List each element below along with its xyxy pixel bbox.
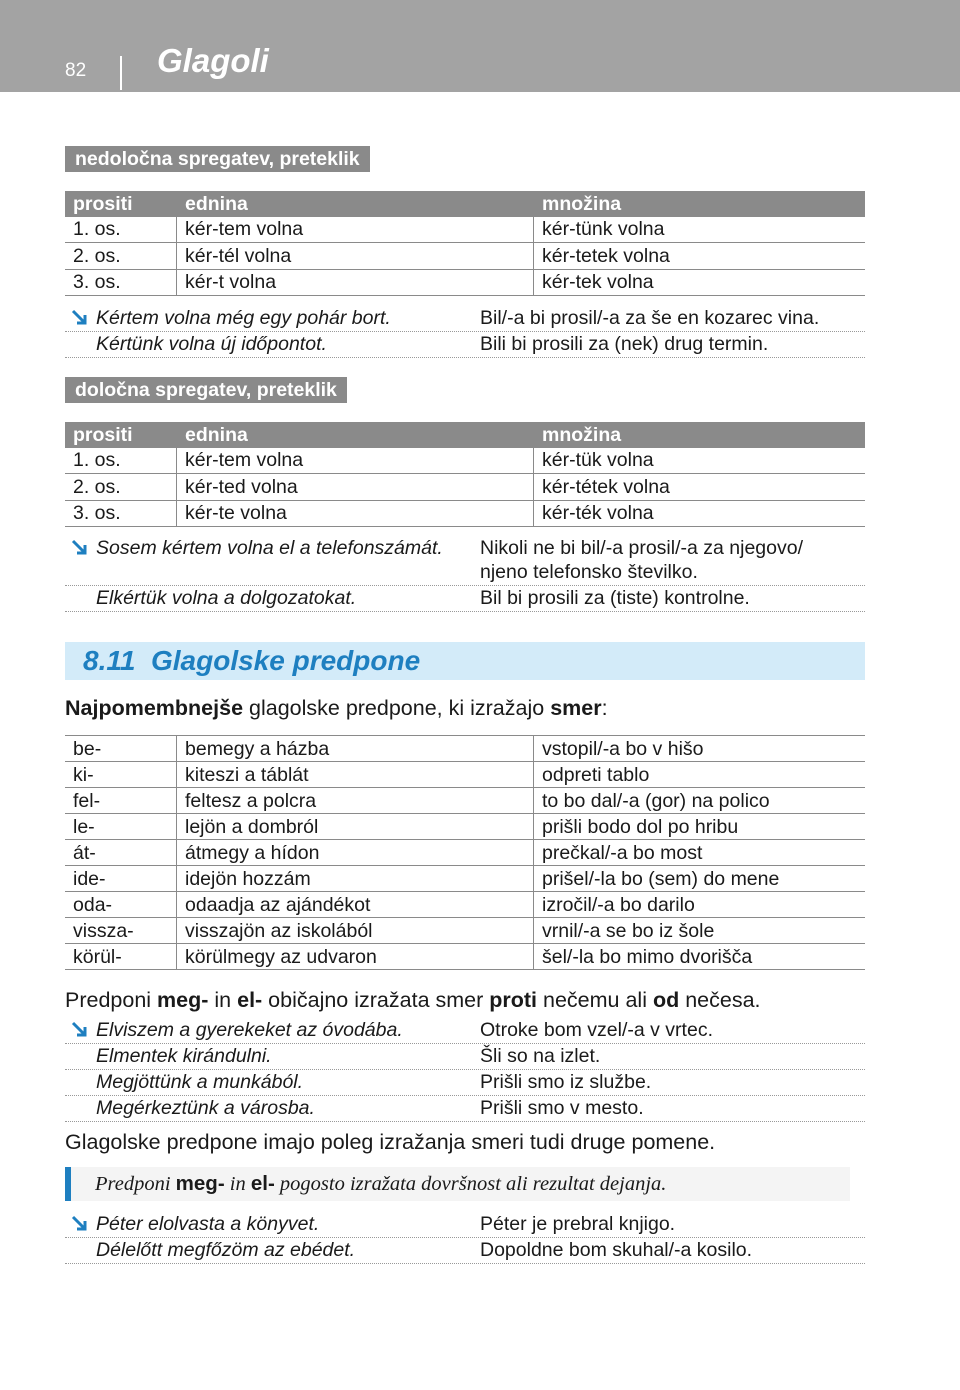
table-row (65, 918, 865, 944)
slovene-translation: Prišli smo v mesto. (480, 1097, 644, 1119)
table-row (65, 762, 865, 788)
example-row (65, 306, 865, 332)
rule-callout (65, 1167, 850, 1201)
arrow-icon (70, 308, 90, 328)
hungarian-cell: feltesz a polcra (177, 788, 534, 814)
hungarian-cell: visszajön az iskolából (177, 918, 534, 944)
hungarian-example: Sosem kértem volna el a telefonszámát. (96, 537, 443, 559)
slovene-translation: Šli so na izlet. (480, 1045, 601, 1067)
arrow-icon (70, 1214, 90, 1234)
header-divider (120, 56, 122, 90)
singular-cell: kér-t volna (177, 269, 534, 296)
example-row (65, 1018, 865, 1044)
slovene-cell: izročil/-a bo darilo (534, 892, 866, 918)
table-row (65, 788, 865, 814)
intro-text: : (601, 696, 608, 720)
table-row (65, 243, 865, 270)
slovene-translation: Bili bi prosili za (nek) drug termin. (480, 333, 769, 355)
hungarian-example: Megjöttünk a munkából. (96, 1071, 304, 1093)
column-header: ednina (177, 422, 534, 448)
plural-cell: kér-tünk volna (534, 217, 866, 243)
singular-cell: kér-te volna (177, 500, 534, 527)
table-row (65, 840, 865, 866)
callout-text: Predponi meg- in el- pogosto izražata dovršnost ali rezultat dejanja. (95, 1172, 667, 1195)
section-name: Glagolske predpone (150, 645, 421, 676)
singular-cell: kér-tél volna (177, 243, 534, 270)
arrow-icon (70, 538, 90, 558)
hungarian-example: Kértünk volna új időpontot. (96, 333, 327, 355)
definite-label: določna spregatev, preteklik (65, 377, 347, 403)
slovene-translation: Péter je prebral knjigo. (480, 1213, 676, 1235)
column-header: množina (534, 422, 866, 448)
table-header-row (65, 422, 865, 448)
column-header: prositi (65, 191, 177, 217)
indefinite-label: nedoločna spregatev, preteklik (65, 146, 370, 172)
hungarian-example: Elmentek kirándulni. (96, 1045, 272, 1067)
indefinite-examples (65, 306, 865, 358)
table-row (65, 269, 865, 296)
page-header (0, 0, 960, 92)
slovene-translation-cont: njeno telefonsko številko. (480, 561, 698, 583)
section-number: 8.11 (83, 645, 136, 676)
prefix-table (65, 735, 865, 970)
singular-cell: kér-tem volna (177, 448, 534, 474)
table-row (65, 814, 865, 840)
prefix-cell: oda- (65, 892, 177, 918)
prefix-cell: be- (65, 736, 177, 762)
slovene-translation: Bil/-a bi prosil/-a za še en kozarec vina. (480, 307, 820, 329)
column-header: ednina (177, 191, 534, 217)
slovene-translation: Dopoldne bom skuhal/-a kosilo. (480, 1239, 753, 1261)
hungarian-example: Péter elolvasta a könyvet. (96, 1213, 320, 1235)
slovene-cell: vstopil/-a bo v hišo (534, 736, 866, 762)
example-row (65, 1070, 865, 1096)
hungarian-cell: átmegy a hídon (177, 840, 534, 866)
plural-cell: kér-tétek volna (534, 474, 866, 501)
prefix-cell: vissza- (65, 918, 177, 944)
person-cell: 3. os. (65, 269, 177, 296)
prefix-cell: ki- (65, 762, 177, 788)
hungarian-cell: kiteszi a táblát (177, 762, 534, 788)
hungarian-example: Kértem volna még egy pohár bort. (96, 307, 391, 329)
person-cell: 2. os. (65, 474, 177, 501)
table-row (65, 500, 865, 527)
slovene-cell: šel/-la bo mimo dvorišča (534, 944, 866, 970)
hungarian-example: Megérkeztünk a városba. (96, 1097, 315, 1119)
example-row (65, 1044, 865, 1070)
table-row (65, 866, 865, 892)
slovene-translation: Otroke bom vzel/-a v vrtec. (480, 1019, 713, 1041)
perfective-examples (65, 1212, 865, 1264)
intro-bold: Najpomembnejše (65, 696, 244, 720)
intro-paragraph (65, 695, 608, 721)
intro-text: glagolske predpone, ki izražajo (243, 696, 551, 720)
hungarian-cell: bemegy a házba (177, 736, 534, 762)
plural-cell: kér-ték volna (534, 500, 866, 527)
meg-el-paragraph: Predponi meg- in el- običajno izražata smer proti nečemu ali od nečesa. (65, 988, 761, 1012)
slovene-translation: Bil bi prosili za (tiste) kontrolne. (480, 587, 750, 609)
singular-cell: kér-tem volna (177, 217, 534, 243)
example-row (65, 586, 865, 612)
prefix-cell: ide- (65, 866, 177, 892)
hungarian-example: Délelőtt megfőzöm az ebédet. (96, 1239, 356, 1261)
example-row (65, 1238, 865, 1264)
prefix-cell: körül- (65, 944, 177, 970)
slovene-cell: odpreti tablo (534, 762, 866, 788)
chapter-title: Glagoli (157, 42, 269, 79)
direction-examples (65, 1018, 865, 1122)
singular-cell: kér-ted volna (177, 474, 534, 501)
table-header-row (65, 191, 865, 217)
person-cell: 1. os. (65, 217, 177, 243)
hungarian-cell: odaadja az ajándékot (177, 892, 534, 918)
plural-cell: kér-tük volna (534, 448, 866, 474)
example-row (65, 536, 865, 586)
hungarian-example: Elviszem a gyerekeket az óvodába. (96, 1019, 403, 1041)
page-number: 82 (65, 60, 87, 81)
slovene-translation: Prišli smo iz službe. (480, 1071, 652, 1093)
indefinite-table (65, 191, 865, 296)
column-header: množina (534, 191, 866, 217)
hungarian-cell: lejön a dombról (177, 814, 534, 840)
arrow-icon (70, 1020, 90, 1040)
slovene-cell: vrnil/-a se bo iz šole (534, 918, 866, 944)
slovene-cell: to bo dal/-a (gor) na polico (534, 788, 866, 814)
table-row (65, 944, 865, 970)
prefix-cell: le- (65, 814, 177, 840)
definite-examples (65, 536, 865, 612)
prefix-cell: át- (65, 840, 177, 866)
hungarian-cell: idejön hozzám (177, 866, 534, 892)
other-meanings-paragraph: Glagolske predpone imajo poleg izražanja smeri tudi druge pomene. (65, 1130, 716, 1154)
table-row (65, 217, 865, 243)
slovene-cell: prišel/-la bo (sem) do mene (534, 866, 866, 892)
definite-table (65, 422, 865, 527)
person-cell: 3. os. (65, 500, 177, 527)
prefix-cell: fel- (65, 788, 177, 814)
hungarian-example: Elkértük volna a dolgozatokat. (96, 587, 357, 609)
hungarian-cell: körülmegy az udvaron (177, 944, 534, 970)
intro-bold: smer (550, 696, 602, 720)
slovene-cell: prečkal/-a bo most (534, 840, 866, 866)
column-header: prositi (65, 422, 177, 448)
table-row (65, 448, 865, 474)
example-row (65, 1096, 865, 1122)
plural-cell: kér-tek volna (534, 269, 866, 296)
section-title (83, 642, 420, 680)
example-row (65, 1212, 865, 1238)
section-heading (65, 642, 865, 680)
person-cell: 1. os. (65, 448, 177, 474)
slovene-translation: Nikoli ne bi bil/-a prosil/-a za njegovo/ (480, 537, 803, 559)
plural-cell: kér-tetek volna (534, 243, 866, 270)
table-row (65, 474, 865, 501)
table-row (65, 736, 865, 762)
example-row (65, 332, 865, 358)
person-cell: 2. os. (65, 243, 177, 270)
slovene-cell: prišli bodo dol po hribu (534, 814, 866, 840)
table-row (65, 892, 865, 918)
